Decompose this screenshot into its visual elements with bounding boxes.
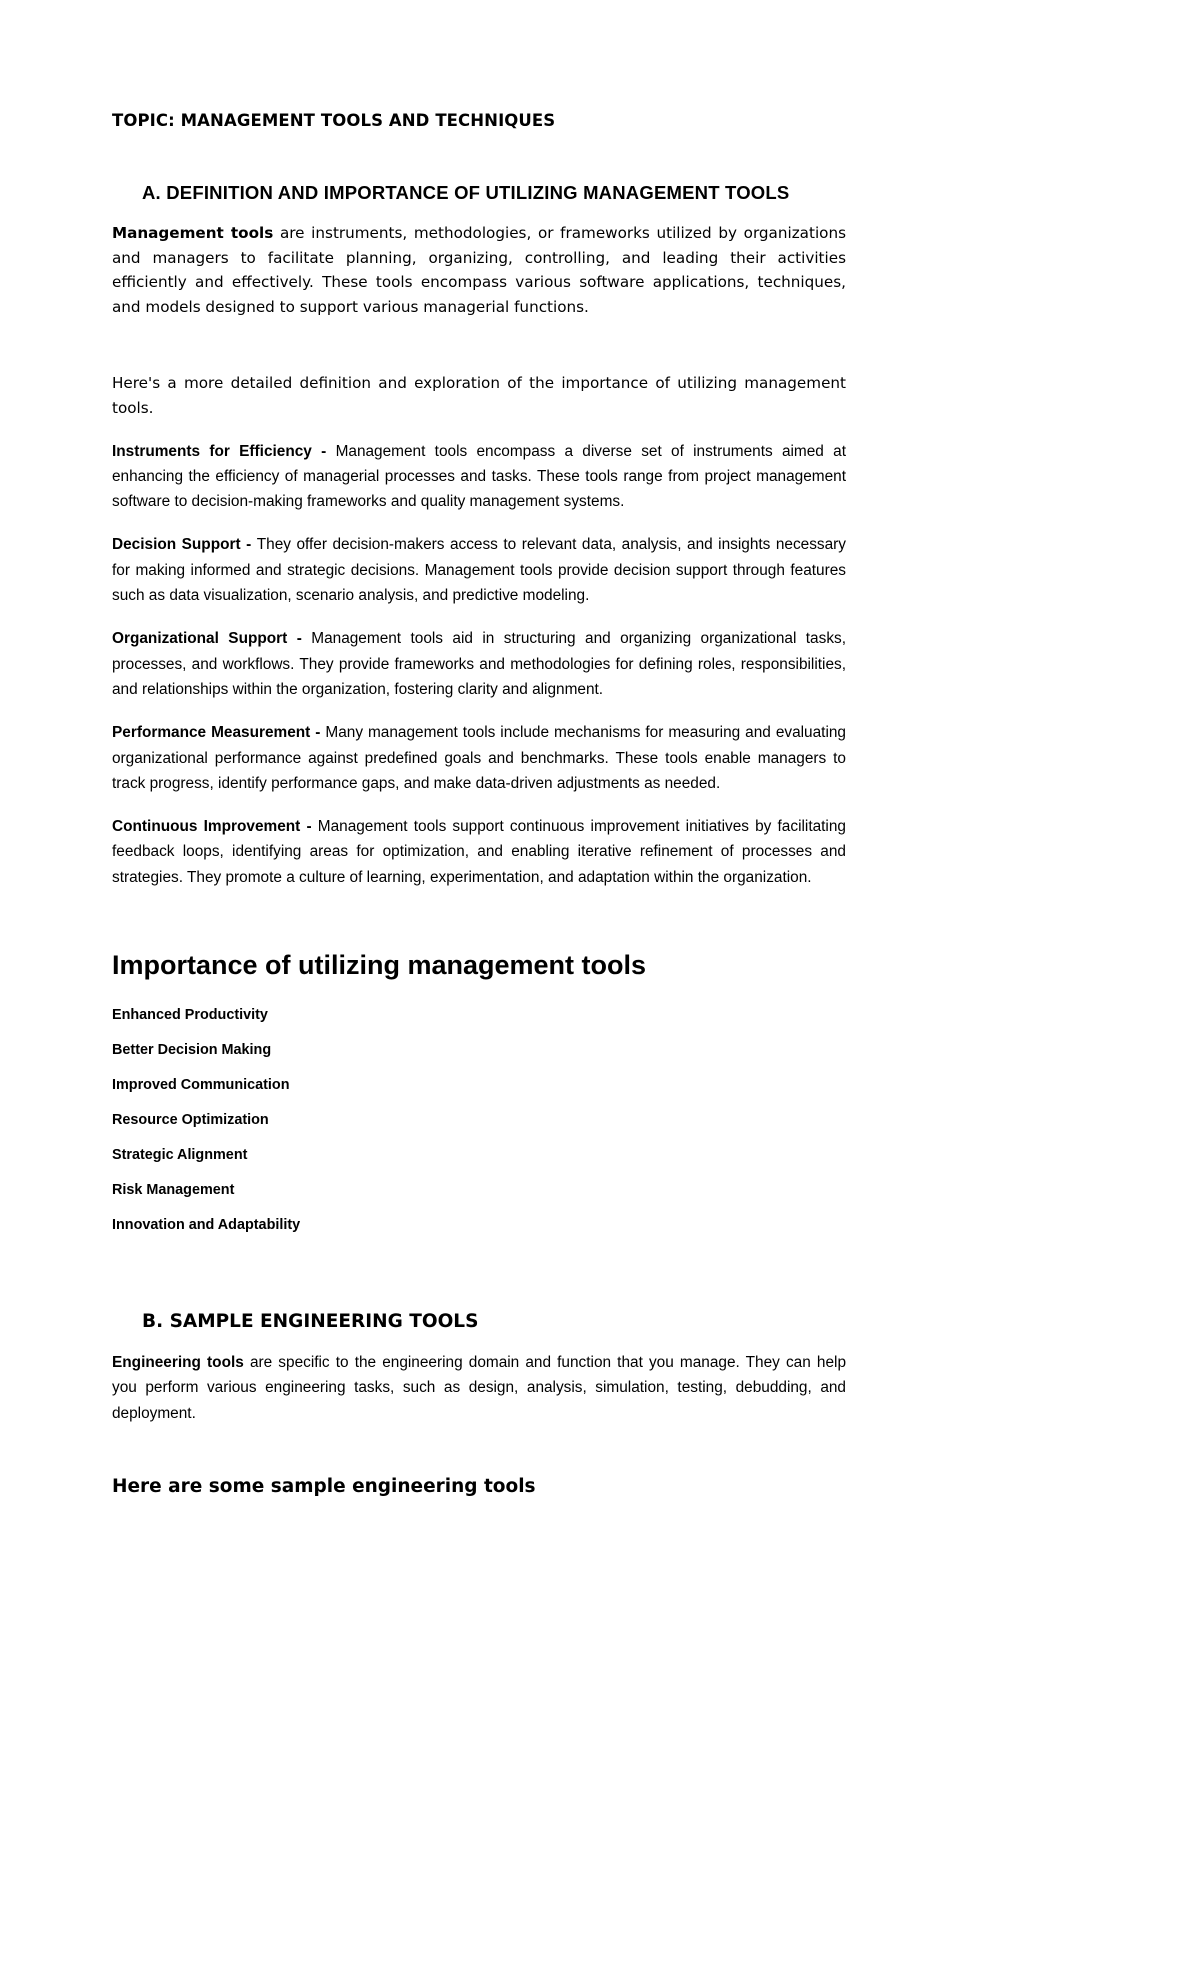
point-lead-label: Instruments for Efficiency - bbox=[112, 442, 336, 460]
section-b-intro-paragraph bbox=[112, 1332, 846, 1426]
point-body-text: Management tools encompass a diverse set of instruments aimed at enhancing the efficiency of managerial processes and tasks. These tools range from project management software to decision-making frameworks and quality management systems. bbox=[112, 442, 846, 511]
list-spacer bbox=[112, 1243, 846, 1253]
point-lead-label: Performance Measurement - bbox=[112, 724, 326, 742]
section-a-intro-paragraph bbox=[112, 204, 846, 319]
point-lead-label: Decision Support - bbox=[112, 536, 257, 554]
list-item: Innovation and Adaptability bbox=[112, 1217, 301, 1234]
section-b-intro-lead: Engineering tools bbox=[112, 1354, 244, 1372]
importance-heading: Importance of utilizing management tools bbox=[112, 950, 647, 981]
point-instruments-for-efficiency bbox=[112, 421, 846, 515]
point-continuous-improvement bbox=[112, 796, 846, 890]
point-lead-label: Organizational Support - bbox=[112, 630, 312, 648]
document-content bbox=[112, 0, 846, 1497]
importance-list bbox=[112, 981, 846, 1243]
list-item: Risk Management bbox=[112, 1182, 235, 1199]
section-a-heading: A. DEFINITION AND IMPORTANCE OF UTILIZING MANAGEMENT TOOLS bbox=[142, 182, 790, 203]
section-b-heading: B. SAMPLE ENGINEERING TOOLS bbox=[142, 1311, 479, 1333]
list-item: Improved Communication bbox=[112, 1077, 290, 1094]
point-lead-label: Continuous Improvement - bbox=[112, 818, 318, 836]
section-a-transition-paragraph: Here's a more detailed definition and exploration of the importance of utilizing management tools. bbox=[112, 374, 846, 417]
point-body-text: Management tools aid in structuring and organizing organizational tasks, processes, and workflows. They provide frameworks and methodologies for defining roles, responsibilities, and relationships within the organization, fostering clarity and alignment. bbox=[112, 630, 846, 698]
section-a-intro-rest: are instruments, methodologies, or frameworks utilized by organizations and managers to facilitate planning, organizing, controlling, and leading their activities efficiently and effectively. These tools encompass various software applications, techniques, and models designed to support various managerial functions. bbox=[112, 224, 846, 316]
closing-heading: Here are some sample engineering tools bbox=[112, 1475, 536, 1497]
topic-title: TOPIC: MANAGEMENT TOOLS AND TECHNIQUES bbox=[112, 111, 556, 130]
list-item: Enhanced Productivity bbox=[112, 1007, 268, 1024]
section-b-intro-rest: are specific to the engineering domain and function that you manage. They can help you perform various engineering tasks, such as design, analysis, simulation, testing, debudding, and deployment. bbox=[112, 1354, 847, 1422]
list-item: Strategic Alignment bbox=[112, 1147, 248, 1164]
list-item: Better Decision Making bbox=[112, 1042, 272, 1059]
point-decision-support bbox=[112, 514, 846, 608]
point-body-text: They offer decision-makers access to relevant data, analysis, and insights necessary for making informed and strategic decisions. Management tools provide decision support through features such as data visualization, scenario analysis, and predictive modeling. bbox=[112, 536, 846, 605]
point-performance-measurement bbox=[112, 702, 846, 796]
section-a-intro-lead: Management tools bbox=[112, 224, 274, 242]
point-body-text: Management tools support continuous improvement initiatives by facilitating feedback loops, identifying areas for optimization, and enabling iterative refinement of processes and strategies. They promote a culture of learning, experimentation, and adaptation within the organization. bbox=[112, 818, 846, 886]
list-item: Resource Optimization bbox=[112, 1112, 269, 1129]
point-organizational-support bbox=[112, 608, 846, 702]
point-body-text: Many management tools include mechanisms for measuring and evaluating organizational performance against predefined goals and benchmarks. These tools enable managers to track progress, identify performance gaps, and make data-driven adjustments as needed. bbox=[112, 724, 846, 792]
